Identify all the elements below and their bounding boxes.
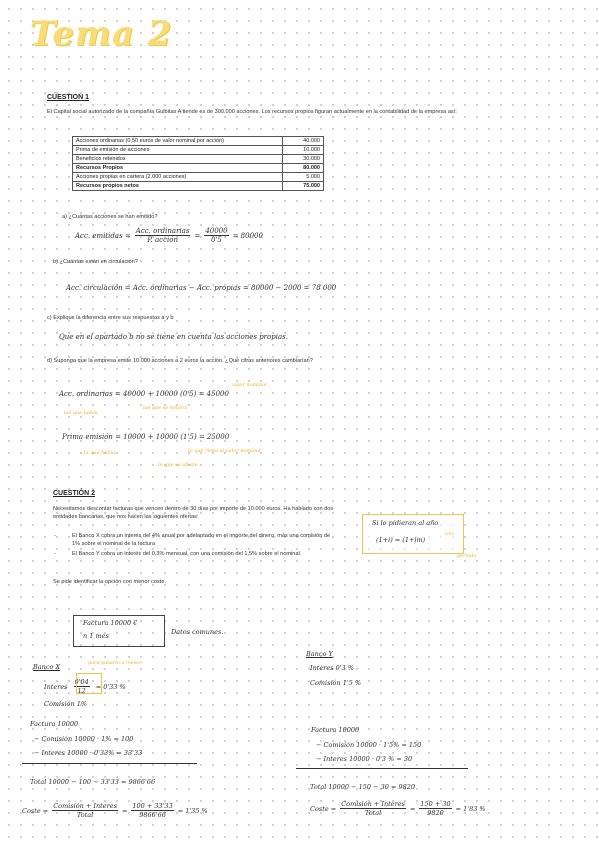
equity-item-label: Recursos Propios (73, 164, 283, 173)
equity-table-row (73, 146, 324, 155)
answer-1d-ordinarias: Acc. ordinarias = 40000 + 10000 (0'5) = 45000 (59, 390, 229, 398)
bank-x-invoice: Factura 10000 (30, 720, 79, 728)
equity-table-row (73, 182, 324, 191)
bank-y-cost: Coste = $\frac{\text{Comisión + Interes}}{\text{Total}}$ = $\frac{150 + 30}{9820}$ = 1'83 % (310, 800, 486, 817)
equity-item-label: Prima de emisión de acciones (73, 146, 283, 155)
note-nominal-value: valor nominal (232, 382, 267, 388)
bank-y-invoice: Factura 10000 (311, 726, 360, 734)
equity-item-value: 10.000 (283, 146, 324, 155)
answer-1a: Acc. emitidas = $\frac{\text{Acc. ordinarias}}{\text{P. acción}}$ = $\frac{40000}{0'5}$ = 80000 (75, 227, 263, 244)
fraction-numerator: 150 + 30 (420, 800, 451, 808)
question-1d: d) Suponga que la empresa emite 10.000 acciones a 2 euros la acción. ¿Qué cifras anteriores cambiarían? (47, 358, 313, 364)
bank-x-cost-fraction-2 (131, 802, 173, 819)
fraction-highlight (76, 673, 102, 694)
equity-table-row (73, 173, 324, 182)
bank-y-interest-line: − Interes 10000 · 0'3 % = 30 (316, 755, 413, 763)
answer-1a-fraction-2 (204, 227, 228, 244)
bank-y-cost-lhs: Coste = (310, 804, 337, 813)
equity-item-value: 40.000 (283, 137, 324, 146)
fraction-denominator: 12 (77, 687, 86, 695)
fraction-numerator: Comisión + Interes (53, 802, 117, 810)
bank-x-month-note: para pasarlo a meses (88, 660, 142, 666)
annual-rate-periods: periodo (457, 553, 477, 559)
equity-item-label: Acciones ordinarias (0,50 euros de valor nominal por acción) (73, 137, 283, 146)
common-data-invoice: Factura 10000 € (83, 619, 138, 627)
question-1b: b) ¿Cuántas están en circulación? (53, 259, 138, 265)
fraction-numerator: Acc. ordinarias (135, 227, 190, 235)
bank-x-interest-line: − Interes 10000 · 0'33% = 33'33 (34, 749, 143, 757)
equity-table (72, 136, 324, 191)
bank-x-cost: Coste = $\frac{\text{Comisión + Interes}}{\text{Total}}$ = $\frac{100 + 33'33}{9866'66}$ = 1'35 % (22, 802, 208, 819)
equity-item-label: Acciones propias en cartera (2.000 acciones) (73, 173, 283, 182)
bank-x-rule (22, 763, 197, 764)
bank-x-title: Banco X (33, 663, 61, 671)
question-2-ask: Se pide identificar la opción con menor coste. (53, 579, 166, 585)
bank-y-cost-fraction-1 (340, 800, 406, 817)
fraction-numerator: 100 + 33'33 (132, 802, 173, 810)
equity-item-label: Recursos propios netos (73, 182, 283, 191)
fraction-numerator: 0'04 (74, 678, 89, 686)
answer-1a-lhs: Acc. emitidas = (75, 231, 131, 240)
bank-y-total: Total 10000 − 150 − 30 = 9820 (310, 783, 416, 791)
note-existing-shares: las que había (64, 410, 98, 416)
fraction-denominator: P. acción (147, 236, 178, 244)
equity-item-value: 75.000 (283, 182, 324, 191)
page-title: Tema 2 (30, 14, 173, 54)
annual-rate-note: Si lo pidieran al año (372, 519, 439, 527)
note-added: lo que se añade (158, 462, 198, 468)
bank-x-total: Total 10000 − 100 − 33'33 = 9866'66 (30, 778, 156, 786)
question-1-intro: El Capital social autorizado de la compañía Gulbitas A tiende es de 300.000 acciones. Los recursos propios figuran actualmente en la contabilidad de la empresa así: (47, 109, 457, 115)
bank-y-cost-fraction-2 (419, 800, 451, 817)
bank-x-offer: - El Banco X cobra un interés del 4% anual por adelantado en el importe del dinero, más una comisión de 1% sobre el nominal de la factura (72, 532, 332, 548)
fraction-denominator: 9820 (427, 809, 444, 817)
bank-x-interest-value: = 0'33 % (95, 682, 126, 691)
answer-1a-fraction-1 (135, 227, 191, 244)
fraction-denominator: Total (364, 809, 382, 817)
bank-x-commission-line: − Comisión 10000 · 1% = 100 (34, 735, 134, 743)
bank-y-cost-result: = 1'83 % (455, 804, 486, 813)
bank-x-commission: Comisión 1% (44, 700, 88, 708)
bank-x-interest-label: Interes (44, 682, 68, 691)
question-1c: c) Explique la diferencia entre sus respuestas a y b (47, 315, 174, 321)
fraction-numerator: 40000 (205, 227, 228, 235)
equity-table-row (73, 137, 324, 146)
note-issued-shares: las que se emiten (143, 405, 188, 411)
answer-1d-prima: Prima emisión = 10000 + 10000 (1'5) = 25000 (62, 433, 230, 441)
fraction-denominator: Total (76, 811, 94, 819)
equity-item-label: Beneficios retenidos (73, 155, 283, 164)
note-existing-premium: la que había (84, 450, 116, 456)
answer-1a-result: = 80000 (232, 231, 263, 240)
equity-item-value: 80.000 (283, 164, 324, 173)
equity-table-row (73, 164, 324, 173)
common-data-label: Datos comunes. (171, 628, 224, 636)
bank-y-rule (296, 768, 468, 769)
bank-y-title: Banco Y (306, 650, 333, 658)
answer-1b: Acc. circulación = Acc. ordinarias − Acc. propias = 80000 − 2000 = 78 000 (66, 284, 337, 292)
bank-x-cost-fraction-1 (52, 802, 118, 819)
equity-item-value: 30.000 (283, 155, 324, 164)
bank-x-cost-lhs: Coste = (22, 806, 49, 815)
bank-x-cost-result: = 1'35 % (177, 806, 208, 815)
equity-table-row (73, 155, 324, 164)
common-data-period: n 1 mes (83, 632, 109, 640)
fraction-denominator: 0'5 (211, 236, 222, 244)
question-1-heading: CÚESTION 1 (47, 94, 90, 101)
answer-1c: Que en el apartado b no se tiene en cuenta las acciones propias. (59, 333, 288, 341)
note-remainder-nominal: lo que resta al valor nominal (188, 448, 261, 454)
fraction-numerator: Comisión + Interes (341, 800, 405, 808)
bank-y-offer: - El Banco Y cobra un interés del 0,3% mensual, con una comisión del 1,5% sobre el nominal. (72, 550, 332, 558)
equity-item-value: 5.000 (283, 173, 324, 182)
question-2-intro: Necesitamos descontar facturas que vencen dentro de 30 días por importe de 10.000 euros. Ha hablado con dos entidades bancarias, que nos hacen las siguientes ofertas: (53, 506, 334, 520)
bank-y-interest: Interes 0'3 % (310, 664, 354, 672)
question-2-heading: CUESTIÓN 2 (53, 490, 96, 497)
bank-y-commission-line: − Comisión 10000 · 1'5% = 150 (316, 741, 422, 749)
question-1a: a) ¿Cuántas acciones se han emitido? (62, 214, 158, 220)
annual-rate-formula: (1+i) = (1+im) (376, 536, 426, 544)
annual-rate-exponent: (m) (445, 531, 454, 537)
fraction-denominator: 9866'66 (139, 811, 166, 819)
bank-y-commission: Comisión 1'5 % (310, 679, 362, 687)
